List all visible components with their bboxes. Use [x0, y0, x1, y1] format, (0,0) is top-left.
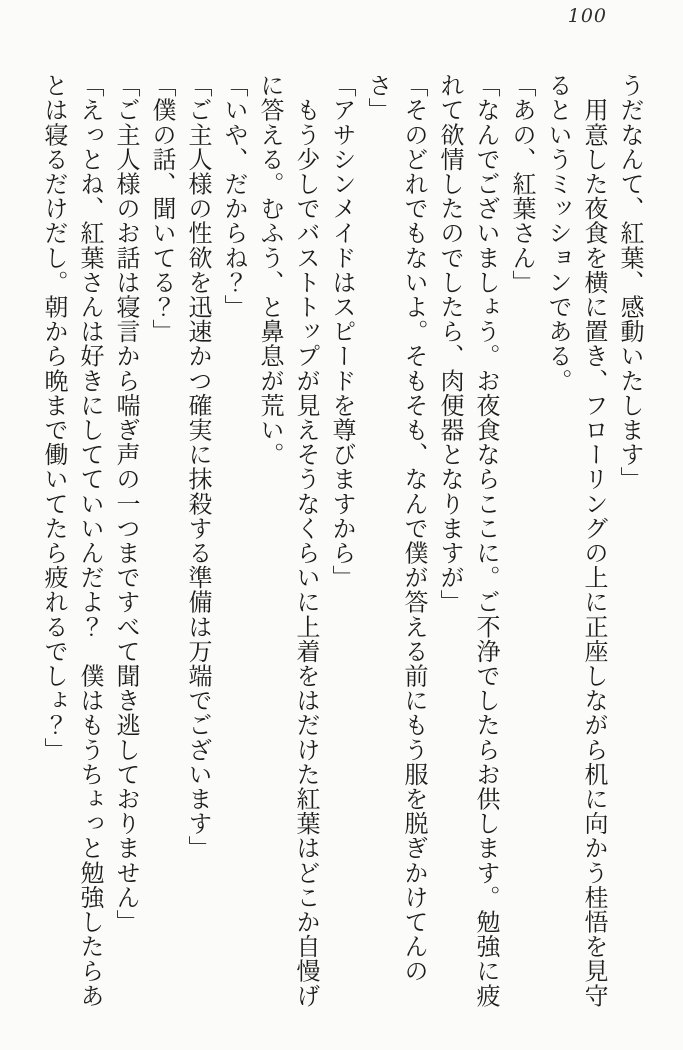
page-number: 100	[567, 5, 607, 27]
paragraph-line: 「アサシンメイドはスピードを尊びますから」	[328, 73, 356, 590]
paragraph-line: 「僕の話、聞いてる？」	[148, 73, 176, 344]
paragraph-line: うだなんて、紅葉、感動いたします」	[616, 73, 644, 492]
vertical-text-block	[36, 73, 648, 1013]
paragraph-line: 用意した夜食を横に置き、フローリングの上に正座しながら机に向かう桂悟を見守るというミッションである。	[544, 73, 608, 1008]
paragraph-line: 「えっとね、紅葉さんは好きにしてていいんだよ？ 僕はもうちょっと勉強したらあとは寝るだけだし。朝から晩まで働いてたら疲れるでしょ？」	[40, 73, 104, 1008]
paragraph-line: 「ご主人様の性欲を迅速かつ確実に抹殺する準備は万端でございます」	[184, 73, 212, 861]
paragraph-line: 「そのどれでもないよ。そもそも、なんで僕が答える前にもう服を脱ぎかけてんのさ」	[364, 73, 428, 984]
paragraph-line: もう少しでバストトップが見えそうなくらいに上着をはだけた紅葉はどこか自慢げに答える。むふう、と鼻息が荒い。	[256, 73, 320, 1008]
paragraph-line: 「あの、紅葉さん」	[508, 73, 536, 295]
paragraph-line: 「いや、だからね？」	[220, 73, 248, 319]
paragraph-line: 「ご主人様のお話は寝言から喘ぎ声の一つまですべて聞き逃しておりません」	[112, 73, 140, 934]
paragraph-line: 「なんでございましょう。お夜食ならここに。ご不浄でしたらお供します。勉強に疲れて欲情したのでしたら、肉便器となりますが」	[436, 73, 500, 1008]
